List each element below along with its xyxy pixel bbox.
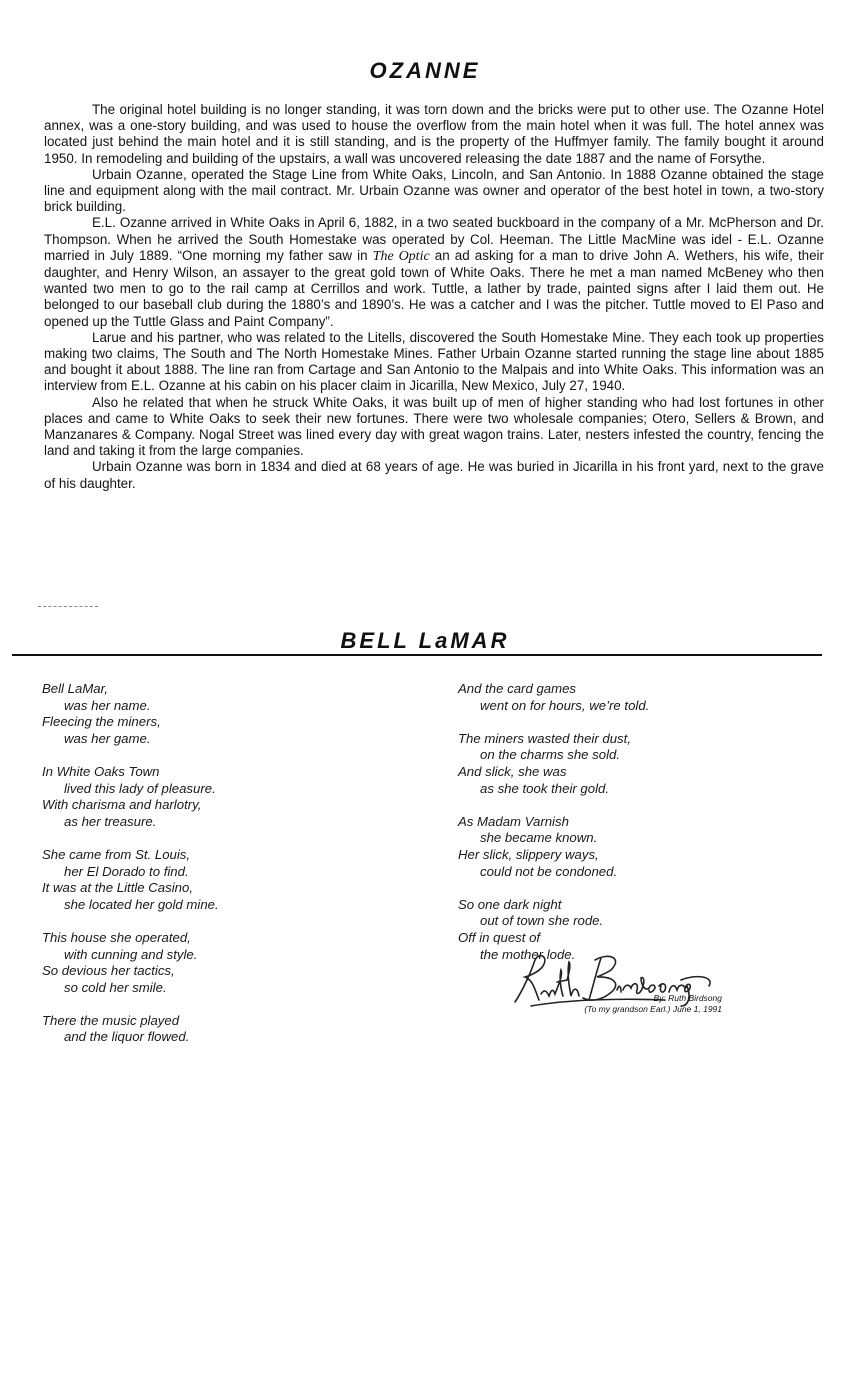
ozanne-paragraph-6: Urbain Ozanne was born in 1834 and died at 68 years of age. He was buried in Jicarilla in his front yard, next to the grave of his daughter. [44,459,824,491]
ozanne-paragraph-3 [44,215,824,329]
poem-stanza [42,681,402,747]
poem-line: out of town she rode. [480,913,604,929]
section-divider [12,654,822,656]
poem-line: her El Dorado to find. [64,863,189,879]
poem-line: So devious her tactics, [42,963,175,979]
poem-right-column [458,681,818,980]
the-optic-title: The Optic [372,248,430,264]
ozanne-title: OZANNE [369,58,481,83]
poem-line: This house she operated, [42,929,191,945]
poem-stanza [42,1013,402,1046]
poem-line: Her slick, slippery ways, [458,846,599,862]
poem-line: The miners wasted their dust, [458,730,631,746]
poem-line: And the card games [458,681,577,696]
poem-line: she became known. [480,830,598,846]
poem-line: so cold her smile. [64,979,167,995]
poem-line: Fleecing the miners, [42,714,161,730]
ozanne-paragraph-2: Urbain Ozanne, operated the Stage Line from White Oaks, Lincoln, and San Antonio. In 1888 Ozanne obtained the stage line and equipment along with the mail contract. Mr. Urbain Ozanne was owner and operator of the best hotel in town, a two-story brick building. [44,166,824,215]
poem-stanza [458,681,818,714]
poem-line: with cunning and style. [64,946,198,962]
poem-stanza [458,731,818,797]
poem-line: With charisma and harlotry, [42,797,202,813]
ozanne-paragraph-1: The original hotel building is no longer standing, it was torn down and the bricks were put to other use. The Ozanne Hotel annex, was a one-story building, and was used to house the overflow from the main hotel when it was full. The hotel annex was located just behind the main hotel and it is still standing, and is the property of the Huffmyer family. The family bought it around 1950. In remodeling and building of the upstairs, a wall was uncovered releasing the date 1887 and the name of Forsythe. [44,102,824,166]
poem-line: As Madam Varnish [458,813,569,829]
poem-left-column [42,681,402,1063]
poem-line: And slick, she was [458,763,567,779]
poem-line: lived this lady of pleasure. [64,780,216,796]
poem-line: was her name. [64,697,151,713]
poem-line: There the music played [42,1012,180,1028]
byline-dedication: (To my grandson Earl.) June 1, 1991 [584,1004,722,1014]
ozanne-paragraph-4: Larue and his partner, who was related to the Litells, discovered the South Homestake Mine. They each took up properties making two claims, The South and The North Homestake Mines. Father Urbain Ozanne started running the stage line about 1885 and bought it about 1888. The line ran from Cartage and San Antonio to the Malpais and into White Oaks. This information was an interview from E.L. Ozanne at his cabin on his placer claim in Jicarilla, New Mexico, July 27, 1940. [44,329,824,394]
paragraph-3-text-b: an ad asking for a man to drive John A. Wethers, his wife, their daughter, and Henry Wilson, an assayer to the great gold town of White Oaks. There he met a man named McBeney who then wanted two men to go to the rail camp at Cerrillos and work. Tuttle, a lather by trade, painted signs after I laid them out. He belonged to our baseball club during the 1880’s and 1890’s. He was a catcher and I was the pitcher. Tuttle moved to El Paso and opened up the Tuttle Glass and Paint Company”. [44,247,824,329]
poem-line: as she took their gold. [480,780,610,796]
stray-mark [38,606,98,607]
poem-line: Off in quest of [458,929,541,945]
poem-line: Bell LaMar, [42,681,108,696]
poem-line: She came from St. Louis, [42,846,191,862]
poem-line: as her treasure. [64,813,157,829]
poem-byline [540,993,722,1015]
byline-author: By: Ruth Birdsong [653,993,722,1003]
poem-stanza [42,764,402,830]
bell-lamar-title: BELL LaMAR [340,628,510,653]
poem-line: It was at the Little Casino, [42,880,193,896]
poem-line: was her game. [64,730,151,746]
poem-line: could not be condoned. [480,863,618,879]
poem-line: went on for hours, we’re told. [480,697,650,713]
poem-stanza [42,847,402,913]
poem-line: she located her gold mine. [64,896,219,912]
poem-stanza [42,930,402,996]
poem-line: In White Oaks Town [42,763,160,779]
ozanne-paragraph-5: Also he related that when he struck White Oaks, it was built up of men of higher standing who had lost fortunes in other places and came to White Oaks to seek their new fortunes. There were two wholesale companies; Otero, Sellers & Brown, and Manzanares & Company. Nogal Street was lined every day with great wagon trains. Later, nesters infested the country, fencing the land and taking it from the large companies. [44,394,824,459]
ozanne-article [44,102,824,492]
poem-line: and the liquor flowed. [64,1029,190,1045]
poem-stanza [458,814,818,880]
poem-line: So one dark night [458,896,562,912]
poem-line: on the charms she sold. [480,747,621,763]
poem-line: the mother lode. [480,946,576,962]
paragraph-3-text-a: E.L. Ozanne arrived in White Oaks in April 6, 1882, in a two seated buckboard in the company of a Mr. McPherson and Dr. Thompson. When he arrived the South Homestake was operated by Col. Heeman. The Little MacMine was idel - E.L. Ozanne married in July 1889. “One morning my father saw in [44,215,824,263]
